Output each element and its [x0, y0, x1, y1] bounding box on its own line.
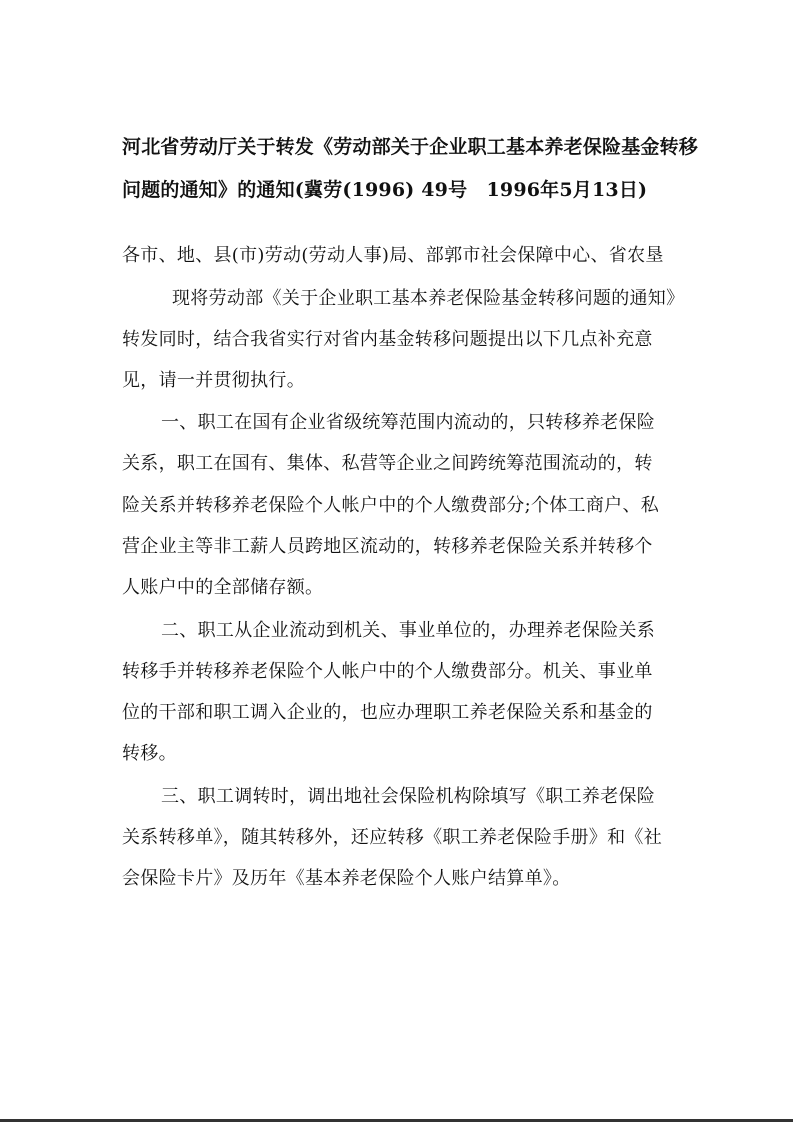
- clause-1-line-3: 险关系并转移养老保险个人帐户中的个人缴费部分;个体工商户、私: [122, 495, 660, 516]
- clause-3-line-2: 关系转移单》，随其转移外，还应转移《职工养老保险手册》和《社: [122, 827, 662, 848]
- document-title: [122, 126, 722, 212]
- intro-line-3: 见，请一并贯彻执行。: [122, 370, 305, 391]
- title-line-1: 河北省劳动厅关于转发《劳动部关于企业职工基本养老保险基金转移: [122, 136, 699, 158]
- intro-line-2: 转发同时，结合我省实行对省内基金转移问题提出以下几点补充意: [122, 329, 653, 350]
- clause-1-line-1: 一、职工在国有企业省级统筹范围内流动的，只转移养老保险: [161, 412, 656, 433]
- clause-3-line-1: 三、职工调转时，调出地社会保险机构除填写《职工养老保险: [161, 786, 656, 807]
- clause-1-line-4: 营企业主等非工薪人员跨地区流动的，转移养老保险关系并转移个: [122, 536, 653, 557]
- title-line-2: 问题的通知》的通知(冀劳(1996) 49号 1996年5月13日): [122, 179, 648, 201]
- clause-2-line-1: 二、职工从企业流动到机关、事业单位的，办理养老保险关系: [161, 620, 656, 641]
- recipient-line: 各市、地、县(市)劳动(劳动人事)局、部郭市社会保障中心、省农垦: [122, 245, 664, 266]
- clause-2-line-2: 转移手并转移养老保险个人帐户中的个人缴费部分。机关、事业单: [122, 661, 653, 682]
- clause-2-line-4: 转移。: [122, 743, 177, 764]
- clause-2-line-3: 位的干部和职工调入企业的，也应办理职工养老保险关系和基金的: [122, 702, 653, 723]
- intro-line-1: 现将劳动部《关于企业职工基本养老保险基金转移问题的通知》: [172, 288, 685, 309]
- clause-1-line-5: 人账户中的全部储存额。: [122, 577, 324, 598]
- clause-3-line-3: 会保险卡片》及历年《基本养老保险个人账户结算单》。: [122, 868, 571, 889]
- clause-1-line-2: 关系，职工在国有、集体、私营等企业之间跨统筹范围流动的，转: [122, 453, 653, 474]
